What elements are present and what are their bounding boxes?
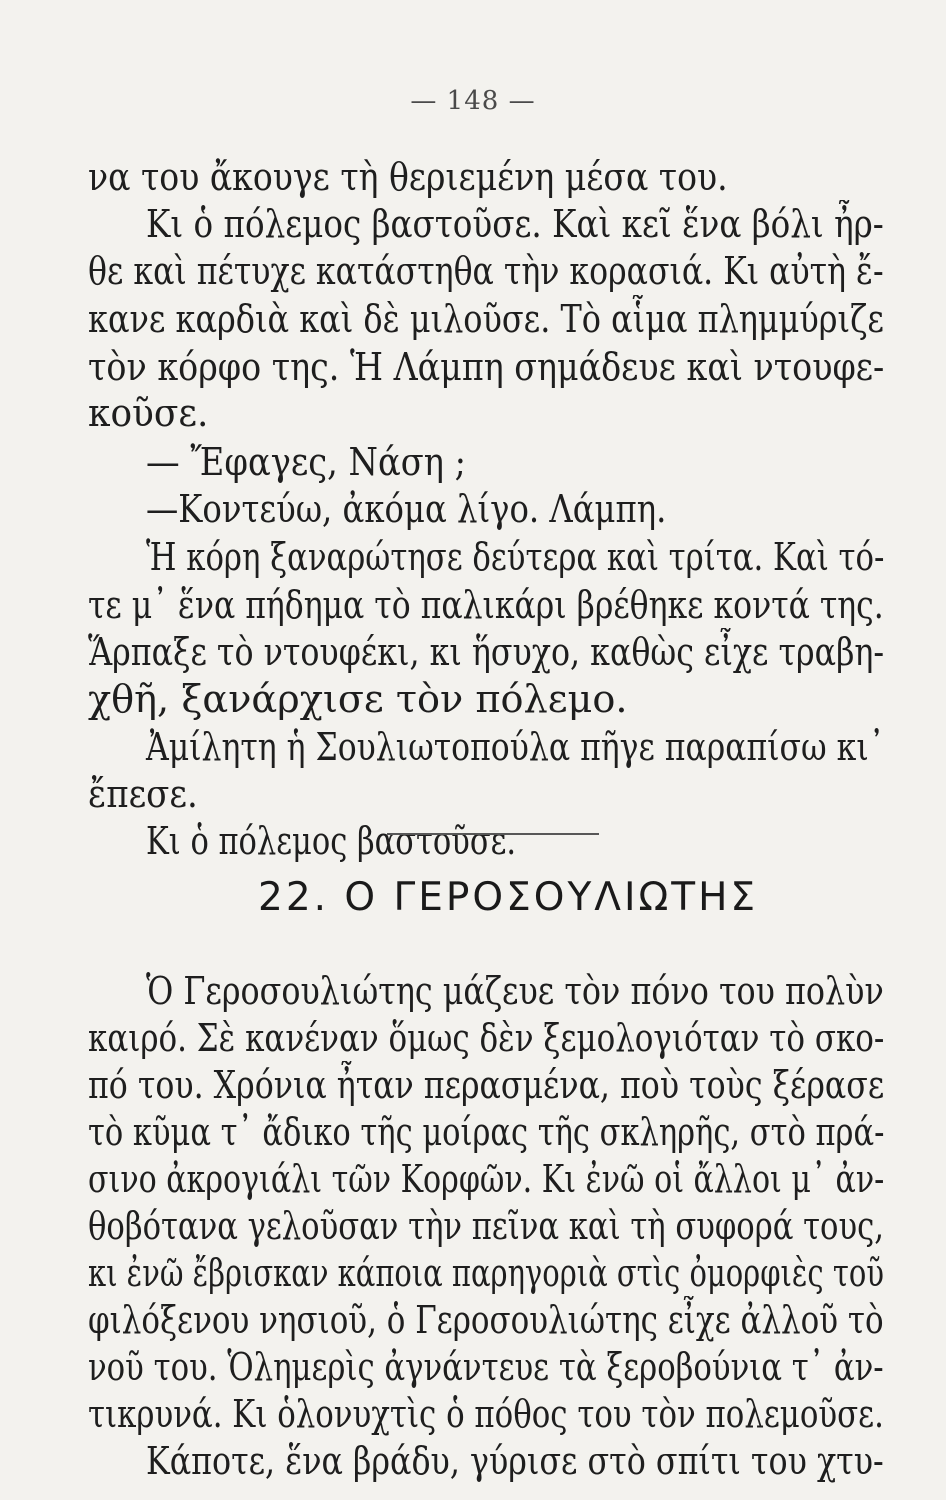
text-line: τὸν κόρφο της. Ἡ Λάμπη σημάδευε καὶ ντουφε- xyxy=(88,345,885,389)
text-line: πό του. Χρόνια ἦταν περασμένα, ποὺ τοὺς ξέρασε xyxy=(88,1063,885,1107)
text-line: χθῆ, ξανάρχισε τὸν πόλεμο. xyxy=(88,677,628,721)
page-number: — 148 — xyxy=(410,86,536,116)
text-line: κανε καρδιὰ καὶ δὲ μιλοῦσε. Τὸ αἷμα πλημμύριζε xyxy=(88,297,884,341)
text-line: — Ἔφαγες, Νάση ; xyxy=(146,440,466,484)
text-line: τικρυνά. Κι ὁλονυχτὶς ὁ πόθος του τὸν πολεμοῦσε. xyxy=(88,1392,884,1436)
text-line: καιρό. Σὲ κανέναν ὅμως δὲν ξεμολογιόταν τὸ σκο- xyxy=(88,1016,885,1060)
text-line: Ὁ Γεροσουλιώτης μάζευε τὸν πόνο του πολὺν xyxy=(146,969,884,1013)
text-line: Κάποτε, ἕνα βράδυ, γύρισε στὸ σπίτι του χτυ- xyxy=(146,1439,884,1483)
text-line: κοῦσε. xyxy=(88,391,209,435)
section-divider xyxy=(387,833,599,835)
text-line: —Κοντεύω, ἀκόμα λίγο. Λάμπη. xyxy=(146,487,667,531)
text-line: ἔπεσε. xyxy=(88,772,198,816)
text-line: Ἡ κόρη ξαναρώτησε δεύτερα καὶ τρίτα. Καὶ τό- xyxy=(146,535,885,579)
text-line: Ἅρπαξε τὸ ντουφέκι, κι ἥσυχο, καθὼς εἶχε τραβη- xyxy=(88,630,885,674)
text-line: Ἀμίλητη ἡ Σουλιωτοπούλα πῆγε παραπίσω κι᾿ xyxy=(146,725,885,769)
text-line: θε καὶ πέτυχε κατάστηθα τὴν κορασιά. Κι αὐτὴ ἔ- xyxy=(88,249,884,293)
text-line: Κι ὁ πόλεμος βαστοῦσε. Καὶ κεῖ ἕνα βόλι ἦρ- xyxy=(146,202,884,246)
text-line: σινο ἀκρογιάλι τῶν Κορφῶν. Κι ἐνῶ οἱ ἄλλοι μ᾿ ἀν- xyxy=(88,1157,885,1201)
text-line: θοβότανα γελοῦσαν τὴν πεῖνα καὶ τὴ συφορά τους, xyxy=(88,1204,884,1248)
text-line: να του ἄκουγε τὴ θεριεμένη μέσα του. xyxy=(88,155,728,199)
chapter-title: 22. Ο ΓΕΡΟΣΟΥΛΙΩΤΗΣ xyxy=(258,875,759,920)
text-line: Κι ὁ πόλεμος βαστοῦσε. xyxy=(146,819,517,863)
text-line: νοῦ του. Ὁλημερὶς ἀγνάντευε τὰ ξεροβούνια τ᾿ ἀν- xyxy=(88,1345,884,1389)
text-line: τὸ κῦμα τ᾿ ἄδικο τῆς μοίρας τῆς σκληρῆς, στὸ πρά- xyxy=(88,1110,885,1154)
text-line: κι ἐνῶ ἔβρισκαν κάποια παρηγοριὰ στὶς ὀμορφιὲς τοῦ xyxy=(88,1251,884,1295)
text-line: τε μ᾿ ἕνα πήδημα τὸ παλικάρι βρέθηκε κοντά της. xyxy=(88,583,884,627)
text-line: φιλόξενου νησιοῦ, ὁ Γεροσουλιώτης εἶχε ἀλλοῦ τὸ xyxy=(88,1298,884,1342)
